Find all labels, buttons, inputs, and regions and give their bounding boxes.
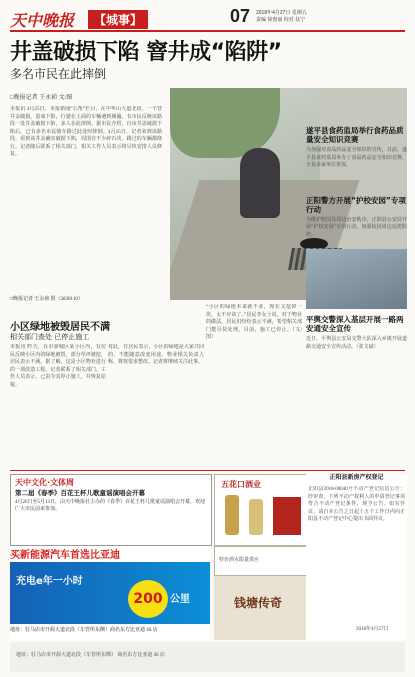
right-headline-3: 平舆交警深入基层开展一路两安通安全宣传: [306, 315, 404, 333]
car-ad-range: 200: [128, 580, 168, 618]
promo-title: 天中文化·文体周: [15, 478, 75, 487]
liquor-brand: 五花口酒业: [221, 480, 261, 489]
story2-col1: 本报讯 昨天，在市驿城区某小区内，有居民反映小区内的绿地被毁，部分草坪被挖，居民表示不满。据了解，这是小区物业进行的一项改造工程。记者联系了相关部门，工作人员表示，已责令其停止施工，并恢复原貌。: [10, 345, 106, 388]
car-ad-unit: 公里: [170, 594, 190, 605]
lead-body: 本报讯 4月25日，本报新闻“公帮”栏目，在中华山大道北段，一个窨井盖破损，造成下陷，行驶在上面的车辆遇到颠簸。有市民反映该路段一处井盖破损下陷，多人在此摔倒。据市民介绍，自该井盖破损下陷后，已有多名市民骑车路过此处时摔倒。4月25日，记者来到该路段，看到该井盖确实破损下陷，周围有不少碎石块，路过的车辆都绕行。记者随后联系了相关部门，相关工作人员表示将尽快安排人员修复。: [10, 107, 162, 157]
story2-col2: 对此，有居民表示，小区的绿地是大家共同的，不能随意改变用途。物业相关负责人称，将按要求整改。记者将继续关注此事。: [108, 345, 204, 365]
promo-headline: 第二届《春季》百花王杯儿歌童谣演唱会开幕: [15, 489, 145, 497]
footer-text: 地址：驻马店市开源大道北段（车管所东侧） 商名东方比亚迪 4S 店: [16, 653, 166, 658]
right-headline-1: 遂平县食药监局举行食药品质量安全知识竞赛: [306, 126, 404, 144]
liquor-note: 特价酒水限量供应: [219, 558, 260, 563]
story2-subhead: 相关部门查处 已停止施工: [10, 333, 90, 341]
lead-subhead: 多名市民在此摔倒: [10, 67, 107, 81]
right-body-2: 为维护校园及周边治安秩序，正阳县公安局开展“护校安园”专项行动，加强校园周边巡逻防控。: [306, 217, 407, 238]
story2-headline: 小区绿地被毁居民不满: [10, 322, 110, 333]
notice-title: 正阳县新房产权登记: [329, 474, 384, 481]
gift-box-icon: [273, 497, 301, 535]
masthead: [10, 8, 405, 32]
car-ad-banner: [10, 562, 210, 624]
footer-bar: [10, 642, 405, 672]
rider-figure: [240, 148, 280, 218]
bottle-icon: [225, 495, 239, 535]
section-divider: [10, 470, 405, 471]
dateline: [256, 10, 307, 24]
hotel-tagline: 钱塘传奇: [234, 596, 283, 610]
newspaper-logo: 天中晚报: [10, 11, 75, 30]
lead-headline: 井盖破损下陷 窨井成“陷阱”: [10, 40, 282, 65]
editor-credits: 责编 徐惠丽 校对 扶宁: [256, 17, 306, 23]
car-ad-address: 地址：驻马店市开源大道北段（车管所东侧）商名东方比亚迪 4S 店: [10, 628, 158, 633]
hotel-ad: [214, 576, 306, 640]
right-headline-2: 正阳警方开展“护校安园”专项行动: [306, 195, 406, 214]
lead-byline: □晚报记者 王永祯 文/图: [10, 95, 73, 101]
byd-advertisement: [10, 546, 210, 640]
car-ad-slogan: 充电e年一小时: [16, 576, 83, 587]
page-number: 07: [230, 6, 251, 26]
bottle-icon: [249, 499, 263, 535]
promo-text: 4月26日至5月13日，由天中晚报社主办的《春季》百花王杯儿歌童谣演唱会开幕，欢迎广大市民前来参加。: [15, 500, 206, 512]
right-body-3: 近日，平舆县公安局交警大队深入乡镇开展道路交通安全宣传活动。（张文斌）: [306, 337, 407, 350]
culture-promo: [10, 474, 212, 546]
registration-notice: [306, 474, 407, 640]
right-photo: [306, 249, 407, 309]
issue-date: 2018年4月27日 星期五: [256, 10, 307, 16]
story2-col3: “小区的绿地本来就不多，现在又挖掉一块，太不应该了。”居民李女士说。对于物业的做法，居民们纷纷表示不满，希望相关部门能尽快处理。目前，施工已停止。（文/图）: [206, 305, 302, 340]
right-column: [306, 126, 407, 470]
section-label: 【城事】: [88, 10, 148, 29]
notice-date: 2018年4月27日: [356, 627, 389, 632]
liquor-ad-2: [214, 546, 308, 576]
liquor-ad: [214, 474, 308, 546]
notice-body: 正阳县2018-00040号不动产登记信息公告：经审查，下列不动产权利人的申请登记事项符合不动产登记条件，现予公告。如有异议，请自本公告之日起十五个工作日内向正阳县不动产登记中心提出书面异议。: [308, 487, 405, 522]
right-body-1: 为加强对食品药品安全知识的宣传，日前，遂平县食药监局举办了食品药品安全知识竞赛，全县多家单位参加。: [306, 148, 407, 168]
lead-photo-caption: □晚报记者 王永祯 摄（2830110）: [10, 297, 83, 302]
car-ad-title: 买新能源汽车首选比亚迪: [10, 546, 210, 560]
